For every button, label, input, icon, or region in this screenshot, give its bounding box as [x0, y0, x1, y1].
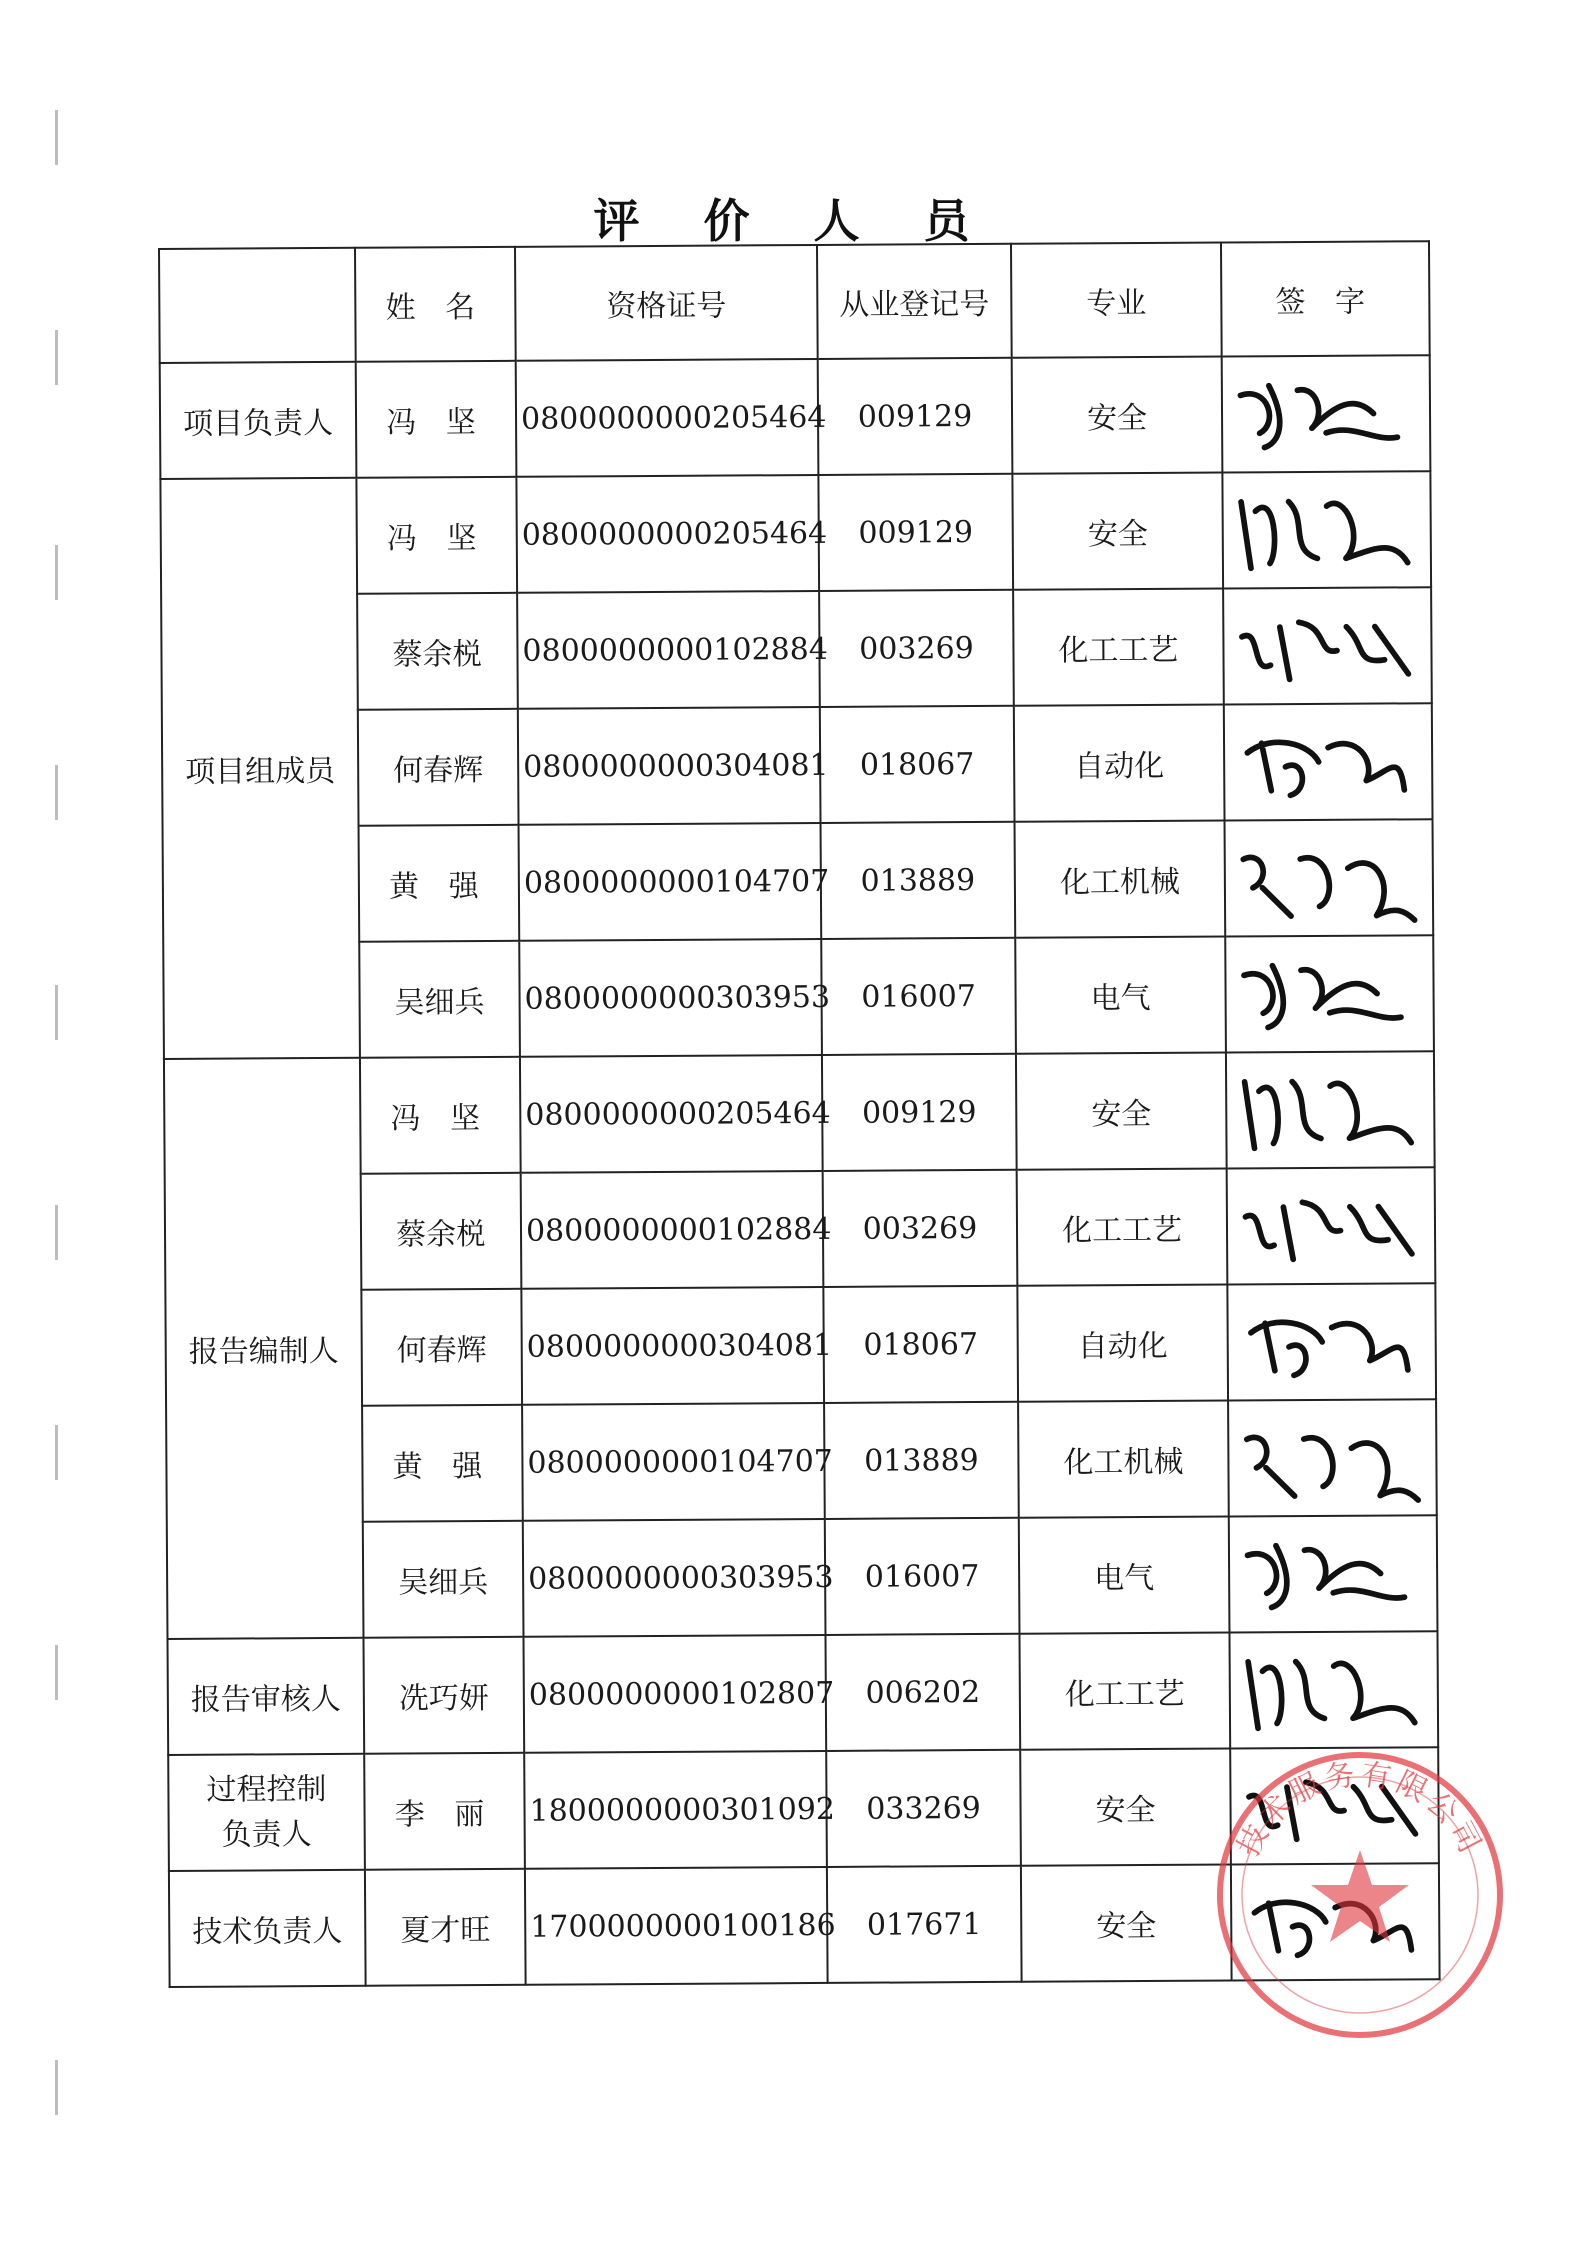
scan-edge-mark — [55, 1205, 58, 1260]
major-cell: 电气 — [1019, 1516, 1230, 1633]
signature-cell — [1230, 1747, 1439, 1864]
scan-edge-mark — [55, 330, 58, 385]
reg-no-cell: 003269 — [823, 1170, 1018, 1287]
member-name-cell: 李 丽 — [364, 1753, 525, 1870]
role-line: 过程控制 — [206, 1772, 327, 1808]
table-row — [164, 1051, 1435, 1175]
header-cert-no: 资格证号 — [515, 245, 818, 361]
member-name-cell: 夏才旺 — [365, 1869, 526, 1986]
header-major: 专业 — [1011, 243, 1222, 358]
table-row — [160, 355, 1431, 479]
table-row — [160, 471, 1431, 595]
reg-no-cell: 009129 — [818, 474, 1013, 591]
reg-no-cell: 013889 — [821, 822, 1016, 939]
svg-text:技术服务有限公司: 技术服务有限公司 — [1231, 1757, 1489, 1863]
reg-no-cell: 009129 — [818, 358, 1013, 475]
scan-edge-mark — [55, 1645, 58, 1700]
handwritten-signature — [1240, 1871, 1431, 1972]
major-cell: 电气 — [1015, 936, 1226, 1053]
major-cell: 自动化 — [1014, 704, 1225, 821]
signature-cell — [1226, 1051, 1435, 1168]
member-name-cell: 蔡余棁 — [357, 593, 518, 710]
reg-no-cell: 009129 — [822, 1054, 1017, 1171]
cert-no-cell: 0800000000303953 — [519, 939, 822, 1057]
reg-no-cell: 017671 — [827, 1866, 1022, 1983]
handwritten-signature — [1235, 1059, 1426, 1160]
member-name-cell: 黄 强 — [359, 825, 520, 942]
table-row — [168, 1747, 1439, 1871]
role-cell: 报告审核人 — [167, 1638, 364, 1755]
handwritten-signature — [1231, 479, 1422, 580]
handwritten-signature — [1238, 1523, 1429, 1624]
reg-no-cell: 013889 — [824, 1402, 1019, 1519]
major-cell: 化工工艺 — [1019, 1632, 1230, 1749]
scan-edge-mark — [55, 765, 58, 820]
member-name-cell: 黄 强 — [362, 1405, 523, 1522]
cert-no-cell: 0800000000205464 — [516, 359, 819, 477]
table-header-row — [159, 241, 1430, 363]
reg-no-cell: 033269 — [826, 1750, 1021, 1867]
scan-edge-mark — [55, 985, 58, 1040]
header-role — [159, 248, 356, 363]
page-title: 评 价 人 员 — [593, 194, 994, 248]
table-body — [160, 355, 1440, 1987]
header-signature: 签 字 — [1221, 241, 1430, 356]
major-cell: 安全 — [1016, 1052, 1227, 1169]
reg-no-cell: 018067 — [823, 1286, 1018, 1403]
signature-cell — [1227, 1167, 1436, 1284]
signature-cell — [1222, 355, 1431, 472]
member-name-cell: 冯 坚 — [356, 477, 517, 594]
reg-no-cell: 016007 — [825, 1518, 1020, 1635]
major-cell: 化工工艺 — [1013, 589, 1224, 706]
reg-no-cell: 003269 — [819, 590, 1014, 707]
member-name-cell: 吴细兵 — [363, 1521, 524, 1638]
role-cell: 项目组成员 — [160, 478, 360, 1059]
signature-cell — [1223, 587, 1432, 704]
cert-no-cell: 0800000000102884 — [517, 591, 820, 709]
scan-edge-mark — [55, 110, 58, 165]
table-row — [169, 1863, 1440, 1987]
table-row — [167, 1631, 1438, 1755]
reg-no-cell: 018067 — [820, 706, 1015, 823]
signature-cell — [1225, 935, 1434, 1052]
role-cell: 报告编制人 — [164, 1058, 364, 1639]
member-name-cell: 冯 坚 — [360, 1057, 521, 1174]
handwritten-signature — [1232, 595, 1423, 696]
member-name-cell: 冯 坚 — [356, 361, 517, 478]
major-cell: 化工工艺 — [1017, 1168, 1228, 1285]
signature-cell — [1224, 703, 1433, 820]
signature-cell — [1229, 1515, 1438, 1632]
header-reg-no: 从业登记号 — [817, 244, 1012, 359]
cert-no-cell: 0800000000304081 — [521, 1287, 824, 1405]
reg-no-cell: 006202 — [825, 1634, 1020, 1751]
signature-cell — [1229, 1631, 1438, 1748]
role-cell: 技术负责人 — [169, 1870, 366, 1987]
cert-no-cell: 0800000000205464 — [520, 1055, 823, 1173]
signature-cell — [1222, 471, 1431, 588]
member-name-cell: 蔡余棁 — [361, 1173, 522, 1290]
signature-cell — [1231, 1863, 1440, 1980]
major-cell: 自动化 — [1017, 1284, 1228, 1401]
cert-no-cell: 0800000000304081 — [518, 707, 821, 825]
handwritten-signature — [1234, 827, 1425, 928]
role-line: 负责人 — [221, 1817, 312, 1853]
cert-no-cell: 0800000000205464 — [516, 475, 819, 593]
cert-no-cell: 0800000000102807 — [523, 1635, 826, 1753]
evaluation-staff-table — [158, 240, 1441, 1988]
header-name: 姓 名 — [355, 247, 516, 362]
major-cell: 安全 — [1012, 473, 1223, 590]
major-cell: 安全 — [1020, 1748, 1231, 1865]
scan-edge-mark — [55, 2060, 58, 2115]
handwritten-signature — [1231, 363, 1422, 464]
handwritten-signature — [1239, 1639, 1430, 1740]
handwritten-signature — [1234, 943, 1425, 1044]
reg-no-cell: 016007 — [821, 938, 1016, 1055]
member-name-cell: 何春辉 — [358, 709, 519, 826]
role-cell — [168, 1754, 365, 1871]
handwritten-signature — [1236, 1291, 1427, 1392]
handwritten-signature — [1233, 711, 1424, 812]
signature-cell — [1227, 1283, 1436, 1400]
major-cell: 化工机械 — [1018, 1400, 1229, 1517]
cert-no-cell: 0800000000303953 — [523, 1519, 826, 1637]
cert-no-cell: 0800000000102884 — [521, 1171, 824, 1289]
cert-no-cell: 0800000000104707 — [519, 823, 822, 941]
major-cell: 化工机械 — [1015, 820, 1226, 937]
cert-no-cell: 1700000000100186 — [525, 1867, 828, 1985]
cert-no-cell: 1800000000301092 — [524, 1751, 827, 1869]
role-cell: 项目负责人 — [160, 362, 357, 479]
scan-edge-mark — [55, 545, 58, 600]
scan-edge-mark — [55, 1425, 58, 1480]
handwritten-signature — [1239, 1755, 1430, 1856]
member-name-cell: 冼巧妍 — [363, 1637, 524, 1754]
member-name-cell: 何春辉 — [361, 1289, 522, 1406]
member-name-cell: 吴细兵 — [359, 941, 520, 1058]
handwritten-signature — [1236, 1175, 1427, 1276]
major-cell: 安全 — [1012, 357, 1223, 474]
cert-no-cell: 0800000000104707 — [522, 1403, 825, 1521]
handwritten-signature — [1237, 1407, 1428, 1508]
major-cell: 安全 — [1021, 1864, 1232, 1981]
signature-cell — [1225, 819, 1434, 936]
signature-cell — [1228, 1399, 1437, 1516]
